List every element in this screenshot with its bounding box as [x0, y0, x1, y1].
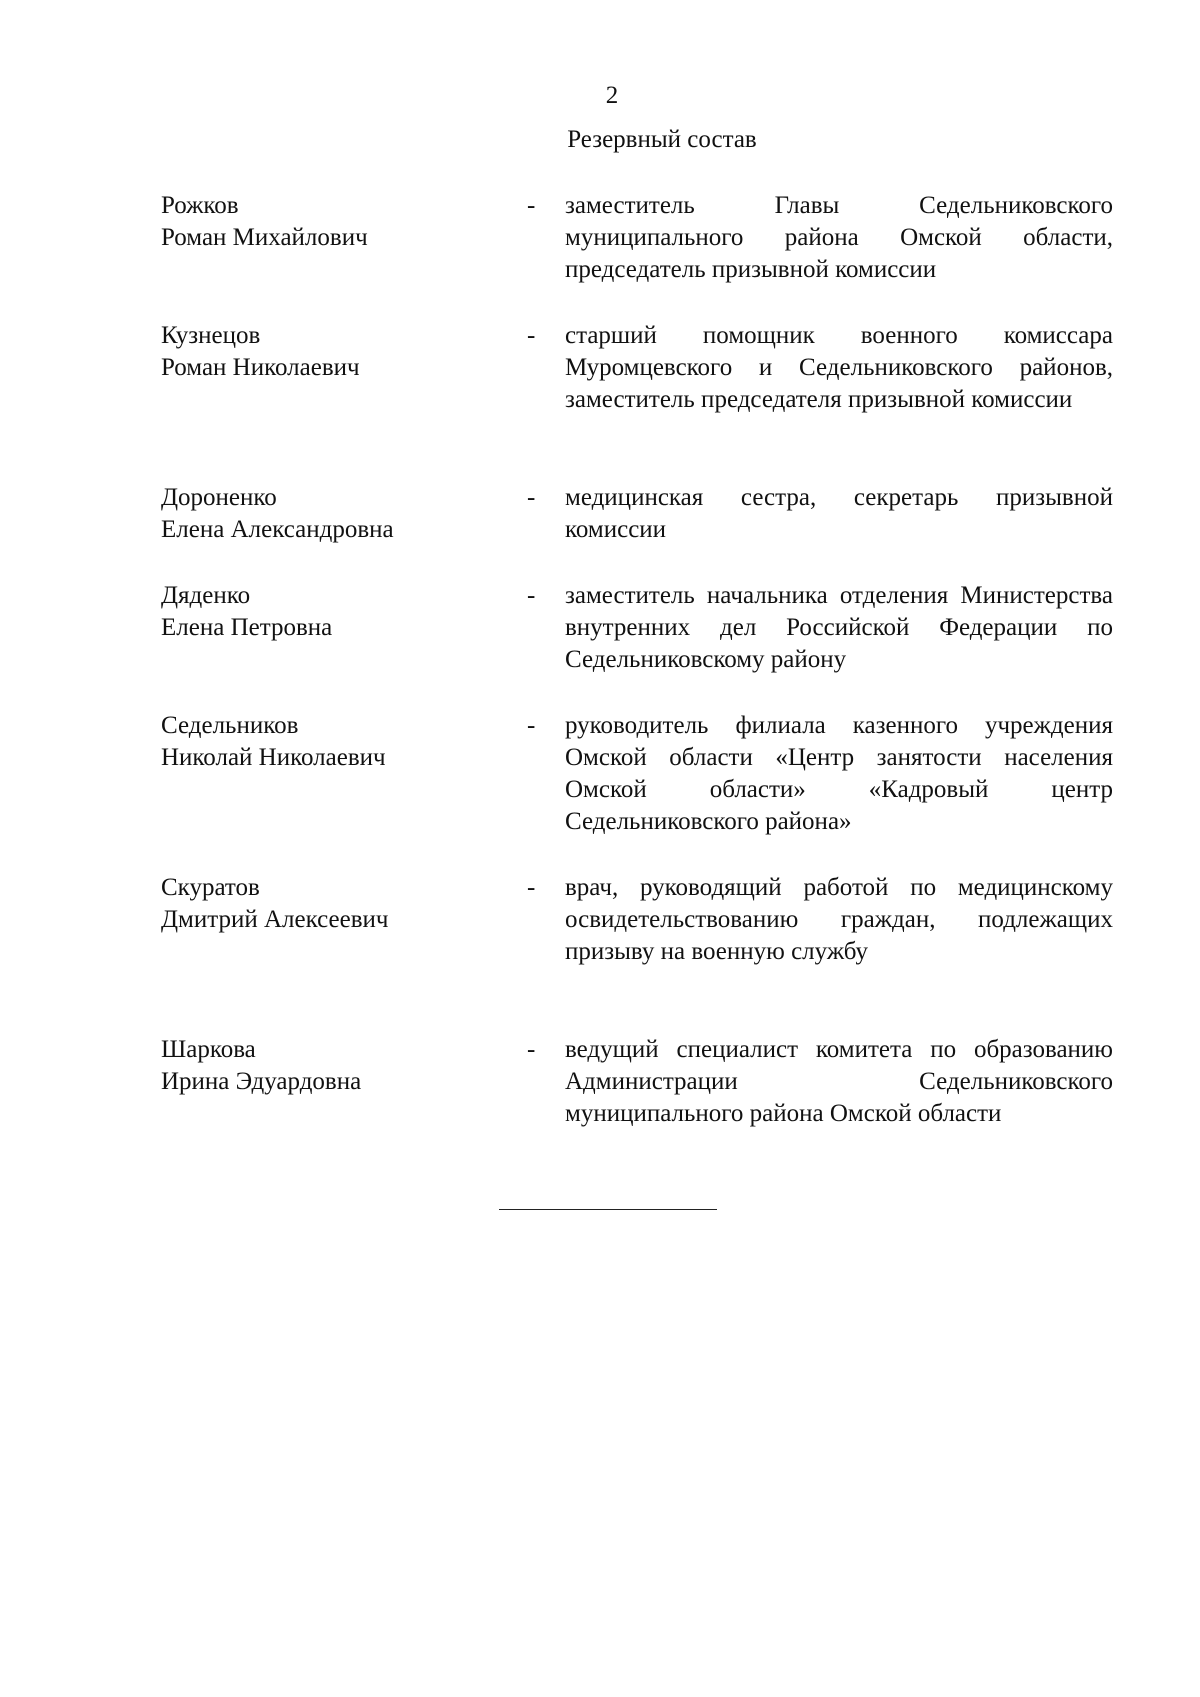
closing-rule — [499, 1209, 717, 1210]
member-name — [161, 872, 481, 936]
section-title: Резервный состав — [567, 126, 757, 153]
separator-dash: - — [527, 1036, 536, 1063]
member-given-names: Николай Николаевич — [161, 744, 386, 771]
member-surname: Седельников — [161, 712, 299, 739]
member-position: медицинская сестра, секретарь призывной комиссии — [565, 484, 1113, 543]
separator-dash: - — [527, 192, 536, 219]
member-given-names: Дмитрий Алексеевич — [161, 906, 389, 933]
member-given-names: Роман Николаевич — [161, 354, 360, 381]
separator-dash: - — [527, 874, 536, 901]
member-surname: Скуратов — [161, 874, 260, 901]
member-position: врач, руководящий работой по медицинскому освидетельствованию граждан, подлежащих призыву на военную службу — [565, 874, 1113, 965]
member-name — [161, 190, 481, 254]
member-given-names: Роман Михайлович — [161, 224, 368, 251]
member-position: ведущий специалист комитета по образованию Администрации Седельниковского муниципального района Омской области — [565, 1036, 1113, 1127]
member-given-names: Ирина Эдуардовна — [161, 1068, 362, 1095]
member-name — [161, 320, 481, 384]
member-surname: Дяденко — [161, 582, 251, 609]
separator-dash: - — [527, 322, 536, 349]
member-position: заместитель Главы Седельниковского муниципального района Омской области, председатель призывной комиссии — [565, 192, 1113, 283]
member-surname: Рожков — [161, 192, 239, 219]
member-name — [161, 710, 481, 774]
member-position: заместитель начальника отделения Министерства внутренних дел Российской Федерации по Седельниковскому району — [565, 582, 1113, 673]
page-number: 2 — [605, 82, 619, 109]
separator-dash: - — [527, 484, 536, 511]
member-surname: Кузнецов — [161, 322, 261, 349]
member-surname: Шаркова — [161, 1036, 256, 1063]
member-name — [161, 1034, 481, 1098]
member-name — [161, 482, 481, 546]
separator-dash: - — [527, 712, 536, 739]
member-surname: Дороненко — [161, 484, 277, 511]
member-position: старший помощник военного комиссара Муромцевского и Седельниковского районов, заместитель председателя призывной комиссии — [565, 322, 1113, 413]
member-name — [161, 580, 481, 644]
member-position: руководитель филиала казенного учреждения Омской области «Центр занятости населения Омской области» «Кадровый центр Седельниковского района» — [565, 712, 1113, 835]
separator-dash: - — [527, 582, 536, 609]
member-given-names: Елена Александровна — [161, 516, 394, 543]
member-given-names: Елена Петровна — [161, 614, 333, 641]
